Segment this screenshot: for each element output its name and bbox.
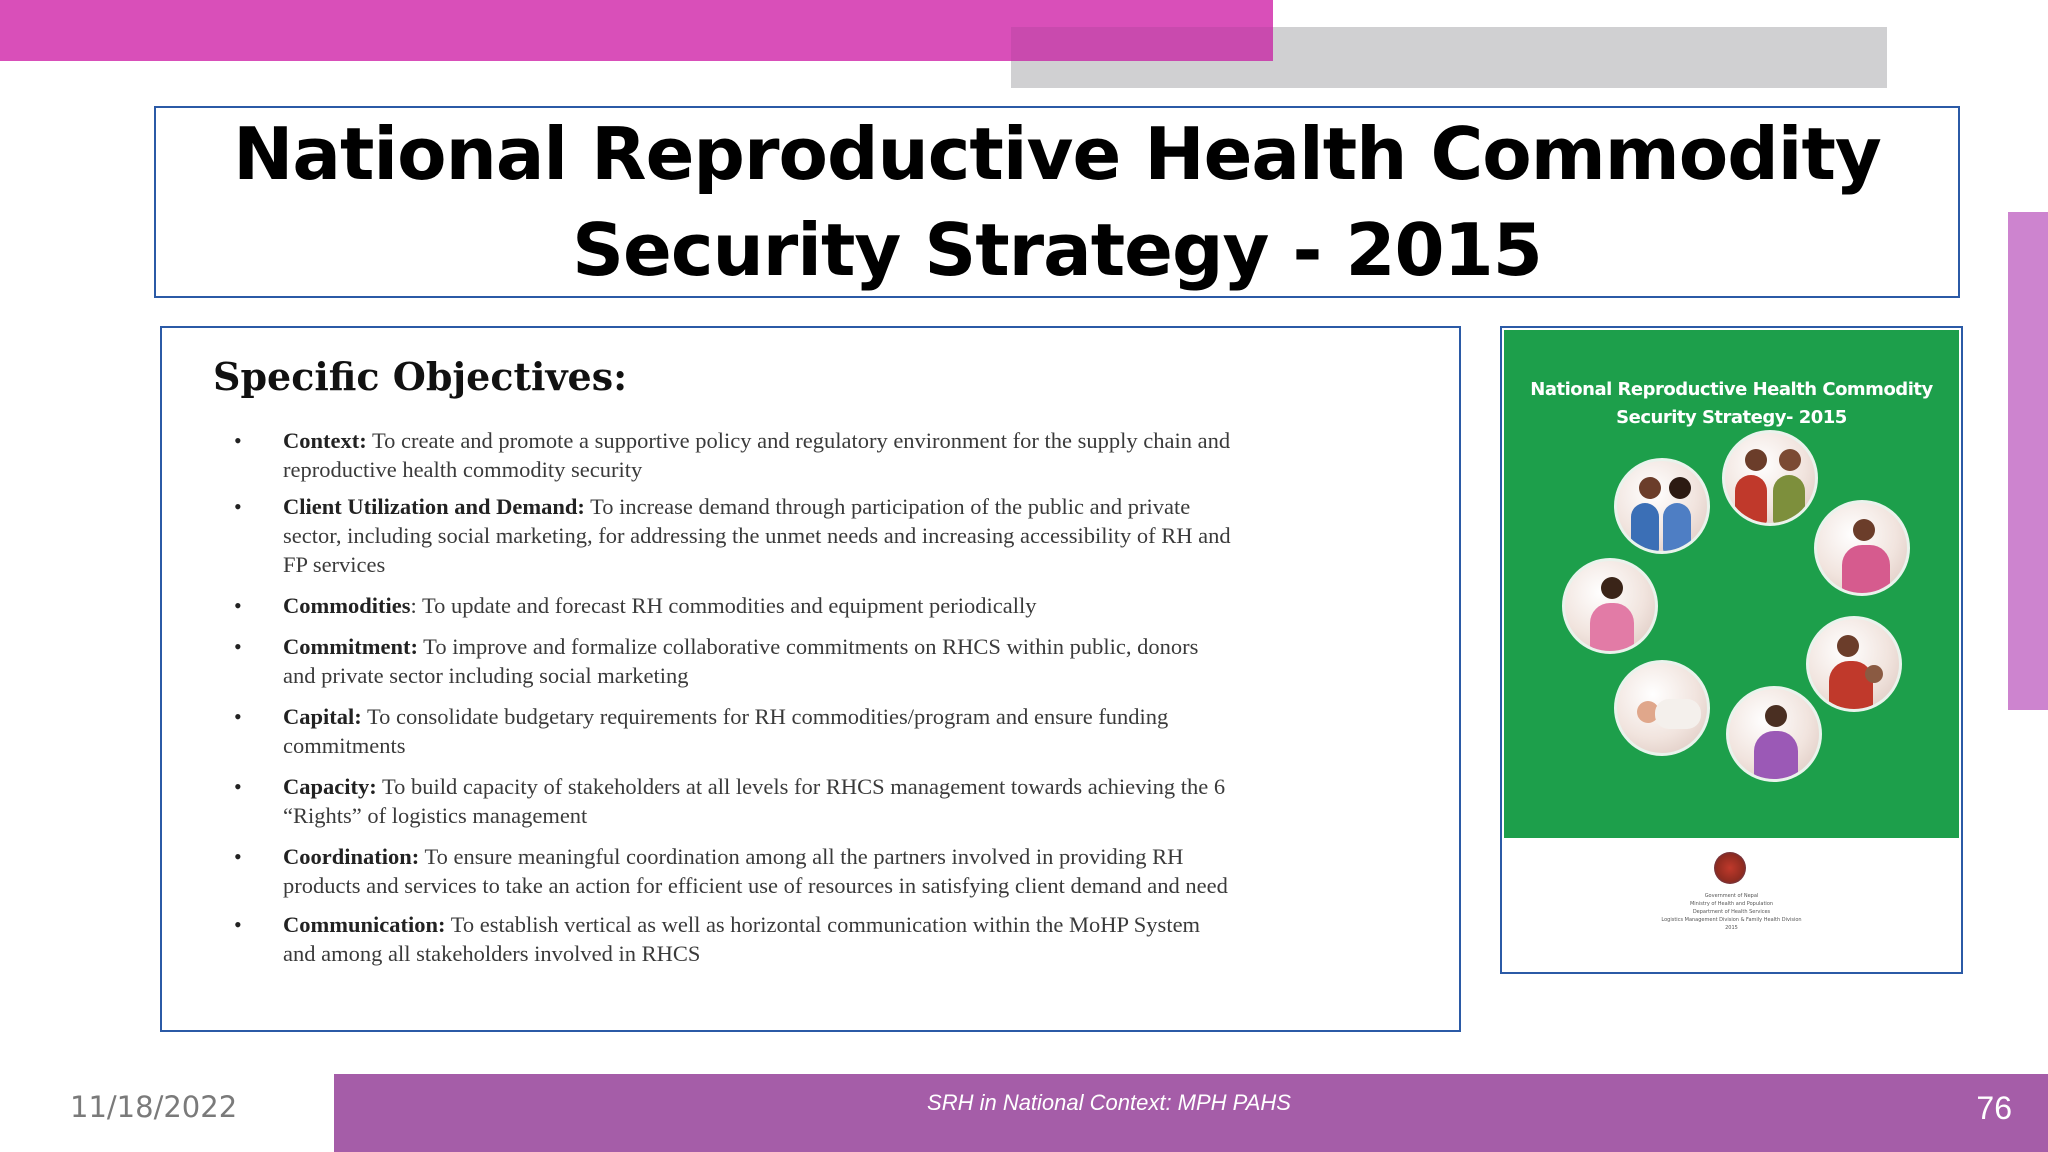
- objectives-heading: Specific Objectives:: [213, 354, 628, 399]
- illustration-child: [1562, 558, 1658, 654]
- publisher-line: Logistics Management Division & Family Health Division: [1661, 917, 1802, 923]
- footer-date: 11/18/2022: [70, 1090, 238, 1124]
- objective-label: Commodities: [283, 593, 411, 618]
- list-item: [234, 426, 1234, 484]
- list-item: [234, 842, 1234, 900]
- illustration-pregnant-woman: [1814, 500, 1910, 596]
- list-item: [234, 702, 1234, 760]
- objective-text: To ensure meaningful coordination among all the partners involved in providing RH products and services to take an action for efficient use of resources in satisfying client demand and need: [283, 844, 1228, 898]
- government-emblem-icon: [1714, 852, 1746, 884]
- objective-label: Context:: [283, 428, 367, 453]
- illustration-elderly-woman: [1726, 686, 1822, 782]
- top-bar-overlap: [1011, 27, 1273, 61]
- objective-label: Commitment:: [283, 634, 418, 659]
- list-item: [234, 772, 1234, 830]
- objective-label: Capacity:: [283, 774, 377, 799]
- objective-text: To establish vertical as well as horizontal communication within the MoHP System and among all stakeholders involved in RHCS: [283, 912, 1201, 966]
- cover-green-panel: [1504, 330, 1959, 838]
- objectives-list: [234, 426, 1234, 968]
- objective-label: Client Utilization and Demand:: [283, 494, 585, 519]
- title-box: [154, 106, 1960, 298]
- objective-label: Capital:: [283, 704, 362, 729]
- cover-publisher-info: [1504, 892, 1959, 932]
- list-item: [234, 910, 1234, 968]
- objective-text: To consolidate budgetary requirements for RH commodities/program and ensure funding commitments: [283, 704, 1169, 758]
- objective-label: Communication:: [283, 912, 446, 937]
- objective-text: To improve and formalize collaborative commitments on RHCS within public, donors and private sector including social marketing: [283, 634, 1199, 688]
- illustration-couple: [1614, 458, 1710, 554]
- footer-text: SRH in National Context: MPH PAHS: [927, 1090, 1291, 1115]
- objectives-panel: [160, 326, 1461, 1032]
- right-accent-bar: [2008, 212, 2048, 710]
- cover-image: [1500, 326, 1963, 974]
- illustration-newborn: [1614, 660, 1710, 756]
- slide-number: 76: [1976, 1090, 2012, 1126]
- illustration-breastfeeding-mother: [1806, 616, 1902, 712]
- publisher-line: Government of Nepal: [1704, 893, 1759, 899]
- publisher-line: 2015: [1725, 925, 1738, 931]
- objective-text: To create and promote a supportive policy and regulatory environment for the supply chain and reproductive health commodity security: [283, 428, 1231, 482]
- list-item: [234, 492, 1234, 579]
- objective-label: Coordination:: [283, 844, 420, 869]
- objective-text: : To update and forecast RH commodities and equipment periodically: [410, 593, 1037, 618]
- illustration-women: [1722, 430, 1818, 526]
- publisher-line: Ministry of Health and Population: [1689, 901, 1774, 907]
- slide-title: National Reproductive Health Commodity Security Strategy - 2015: [233, 112, 1881, 292]
- publisher-line: Department of Health Services: [1692, 909, 1771, 915]
- objective-text: To build capacity of stakeholders at all levels for RHCS management towards achieving the 6 “Rights” of logistics management: [283, 774, 1226, 828]
- list-item: [234, 591, 1234, 620]
- footer-bar: [334, 1074, 2048, 1152]
- objective-text: To increase demand through participation of the public and private sector, including social marketing, for addressing the unmet needs and increasing accessibility of RH and FP services: [283, 494, 1231, 577]
- cover-publisher-area: [1504, 838, 1959, 972]
- cover-title: National Reproductive Health Commodity Security Strategy- 2015: [1530, 379, 1933, 428]
- list-item: [234, 632, 1234, 690]
